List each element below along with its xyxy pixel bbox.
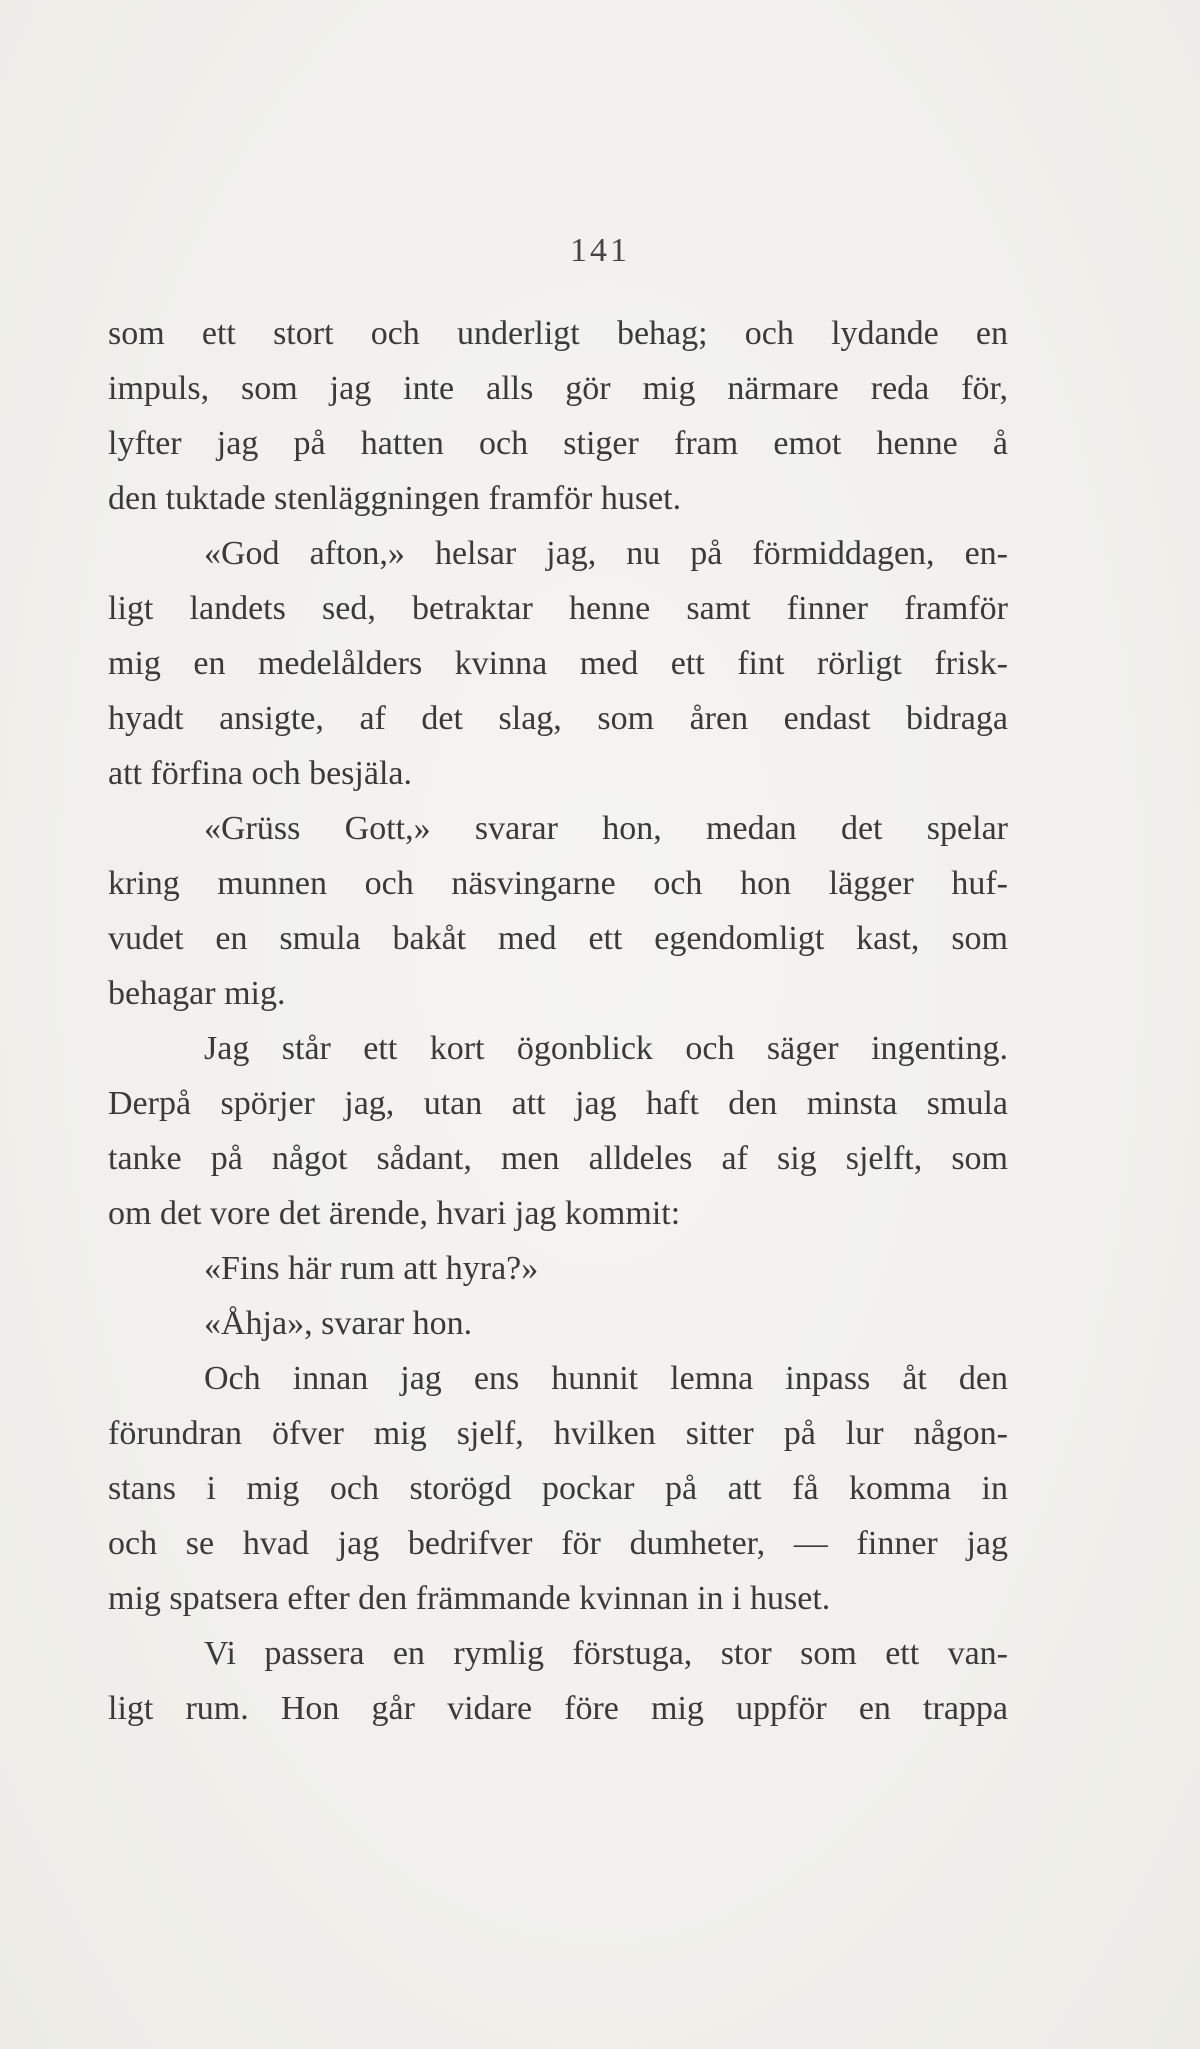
text-line: lyfter jag på hatten och stiger fram emot henne å [108,425,1008,462]
text-line: att förfina och besjäla. [108,755,412,792]
text-line: «God afton,» helsar jag, nu på förmiddagen, en- [204,535,1008,572]
text-line: Jag står ett kort ögonblick och säger ingenting. [204,1030,1008,1067]
text-line: ligt rum. Hon går vidare före mig uppför en trappa [108,1690,1008,1727]
text-line: mig spatsera efter den främmande kvinnan in i huset. [108,1580,831,1617]
text-line: Derpå spörjer jag, utan att jag haft den minsta smula [108,1085,1008,1122]
text-line: «Grüss Gott,» svarar hon, medan det spelar [204,810,1008,847]
text-line: hyadt ansigte, af det slag, som åren endast bidraga [108,700,1008,737]
text-line: om det vore det ärende, hvari jag kommit: [108,1195,681,1232]
text-line: «Fins här rum att hyra?» [204,1250,539,1287]
page-number: 141 [570,232,630,269]
text-line: förundran öfver mig sjelf, hvilken sitter på lur någon- [108,1415,1008,1452]
text-line: behagar mig. [108,975,286,1012]
text-line: mig en medelålders kvinna med ett fint rörligt frisk- [108,645,1008,682]
text-line: stans i mig och storögd pockar på att få komma in [108,1470,1008,1507]
text-line: som ett stort och underligt behag; och lydande en [108,315,1008,352]
text-line: den tuktade stenläggningen framför huset. [108,480,682,517]
text-line: Och innan jag ens hunnit lemna inpass åt den [204,1360,1008,1397]
text-line: ligt landets sed, betraktar henne samt finner framför [108,590,1008,627]
body-text [108,306,1008,1736]
text-line: vudet en smula bakåt med ett egendomligt kast, som [108,920,1008,957]
text-line: kring munnen och näsvingarne och hon lägger huf- [108,865,1008,902]
text-line: impuls, som jag inte alls gör mig närmare reda för, [108,370,1008,407]
text-line: «Åhja», svarar hon. [204,1305,473,1342]
text-line: tanke på något sådant, men alldeles af sig sjelft, som [108,1140,1008,1177]
text-line: Vi passera en rymlig förstuga, stor som ett van- [204,1635,1008,1672]
text-line: och se hvad jag bedrifver för dumheter, — finner jag [108,1525,1008,1562]
